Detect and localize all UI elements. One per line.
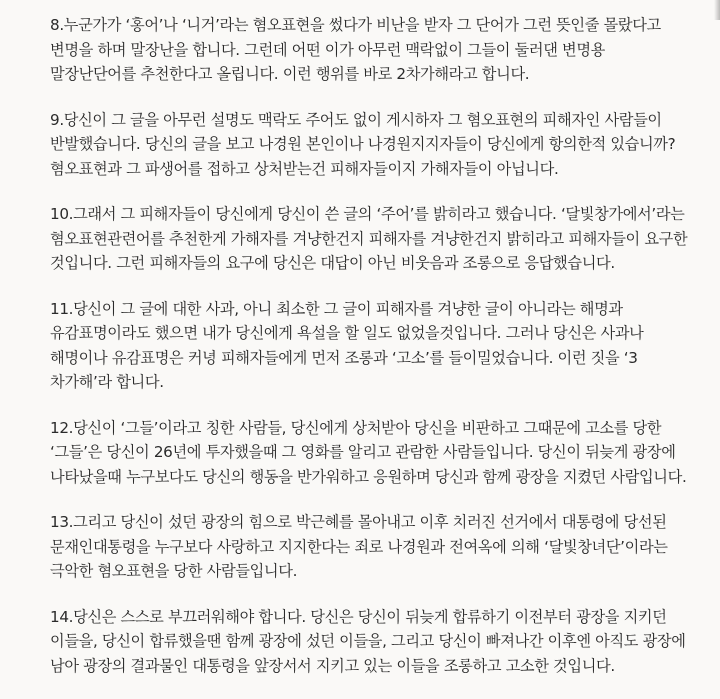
text-line: 혐오표현관련어를 추천한게 가해자를 겨냥한건지 피해자를 겨냥한건지 밝히라고 피해자들이 요구한: [50, 229, 688, 248]
text-line: 8.누군가가 ‘홍어’나 ‘니거’라는 혐오표현을 썼다가 비난을 받자 그 단어가 그런 뜻인줄 몰랐다고: [50, 16, 661, 34]
scroll-edge-shadow: [714, 0, 720, 20]
text-line: 14.당신은 스스로 부끄러워해야 합니다. 당신은 당신이 뒤늦게 합류하기 이전부터 광장을 지키던: [50, 607, 667, 626]
text-line: 13.그리고 당신이 섰던 광장의 힘으로 박근혜를 몰아내고 이후 치러진 선거에서 대통령에 당선된: [50, 513, 667, 531]
text-line: 반발했습니다. 당신의 글을 보고 나경원 본인이나 나경원지지자들이 당신에게 항의한적 있습니까?: [50, 135, 676, 153]
paragraph-12: [50, 416, 710, 490]
text-line: 해명이나 유감표명은 커녕 피해자들에게 먼저 조롱과 ‘고소’를 들이밀었습니다. 이런 짓을 ‘3: [50, 348, 638, 367]
paragraph-14: [50, 605, 710, 679]
text-line: 것입니다. 그런 피해자들의 요구에 당신은 대답이 아닌 비웃음과 조롱으로 응답했습니다.: [50, 254, 615, 272]
text-line: 나타났을때 누구보다도 당신의 행동을 반가워하고 응원하며 당신과 함께 광장을 지켰던 사람입니다.: [50, 467, 687, 486]
text-line: 문재인대통령을 누구보다 사랑하고 지지한다는 죄로 나경원과 전여옥에 의해 ‘달빛창녀단’이라는: [50, 537, 668, 556]
text-line: 10.그래서 그 피해자들이 당신에게 당신이 쓴 글의 ‘주어’를 밝히라고 했습니다. ‘달빛창가에서’라는: [50, 205, 685, 223]
paragraph-8: [50, 0, 710, 87]
document-body: [50, 0, 710, 699]
text-line: 변명을 하며 말장난을 합니다. 그런데 어떤 이가 아무런 맥락없이 그들이 둘러댄 변명용: [50, 40, 605, 59]
text-line: 혐오표현과 그 파생어를 접하고 상처받는건 피해자들이지 가해자들이 아닙니다.: [50, 159, 559, 178]
text-line: 11.당신이 그 글에 대한 사과, 아니 최소한 그 글이 피해자를 겨냥한 글이 아니라는 해명과: [50, 299, 623, 318]
text-line: 유감표명이라도 했으면 내가 당신에게 욕설을 할 일도 없었을것입니다. 그러나 당신은 사과나: [50, 324, 644, 342]
text-line: 12.당신이 ‘그들’이라고 칭한 사람들, 당신에게 상처받아 당신을 비판하고 그때문에 고소를 당한: [50, 418, 662, 437]
text-line: 차가해’라 합니다.: [50, 373, 164, 391]
paragraph-11: [50, 297, 710, 395]
text-line: 극악한 혐오표현을 당한 사람들입니다.: [50, 562, 298, 580]
paragraph-10: [50, 202, 710, 276]
text-line: 남아 광장의 결과물인 대통령을 앞장서서 지키고 있는 이들을 조롱하고 고소한 것입니다.: [50, 656, 615, 675]
text-line: 이들을, 당신이 합류했을땐 함께 광장에 섰던 이들을, 그리고 당신이 빠져나간 이후엔 아직도 광장에: [50, 632, 686, 650]
text-line: 9.당신이 그 글을 아무런 설명도 맥락도 주어도 없이 게시하자 그 혐오표현의 피해자인 사람들이: [50, 110, 662, 129]
text-line: 말장난단어를 추천한다고 올립니다. 이런 행위를 바로 2차가해라고 합니다.: [50, 65, 530, 83]
paragraph-13: [50, 510, 710, 584]
text-line: ‘그들’은 당신이 26년에 투자했을때 그 영화를 알리고 관람한 사람들입니다. 당신이 뒤늦게 광장에: [50, 443, 676, 461]
paragraph-9: [50, 108, 710, 182]
